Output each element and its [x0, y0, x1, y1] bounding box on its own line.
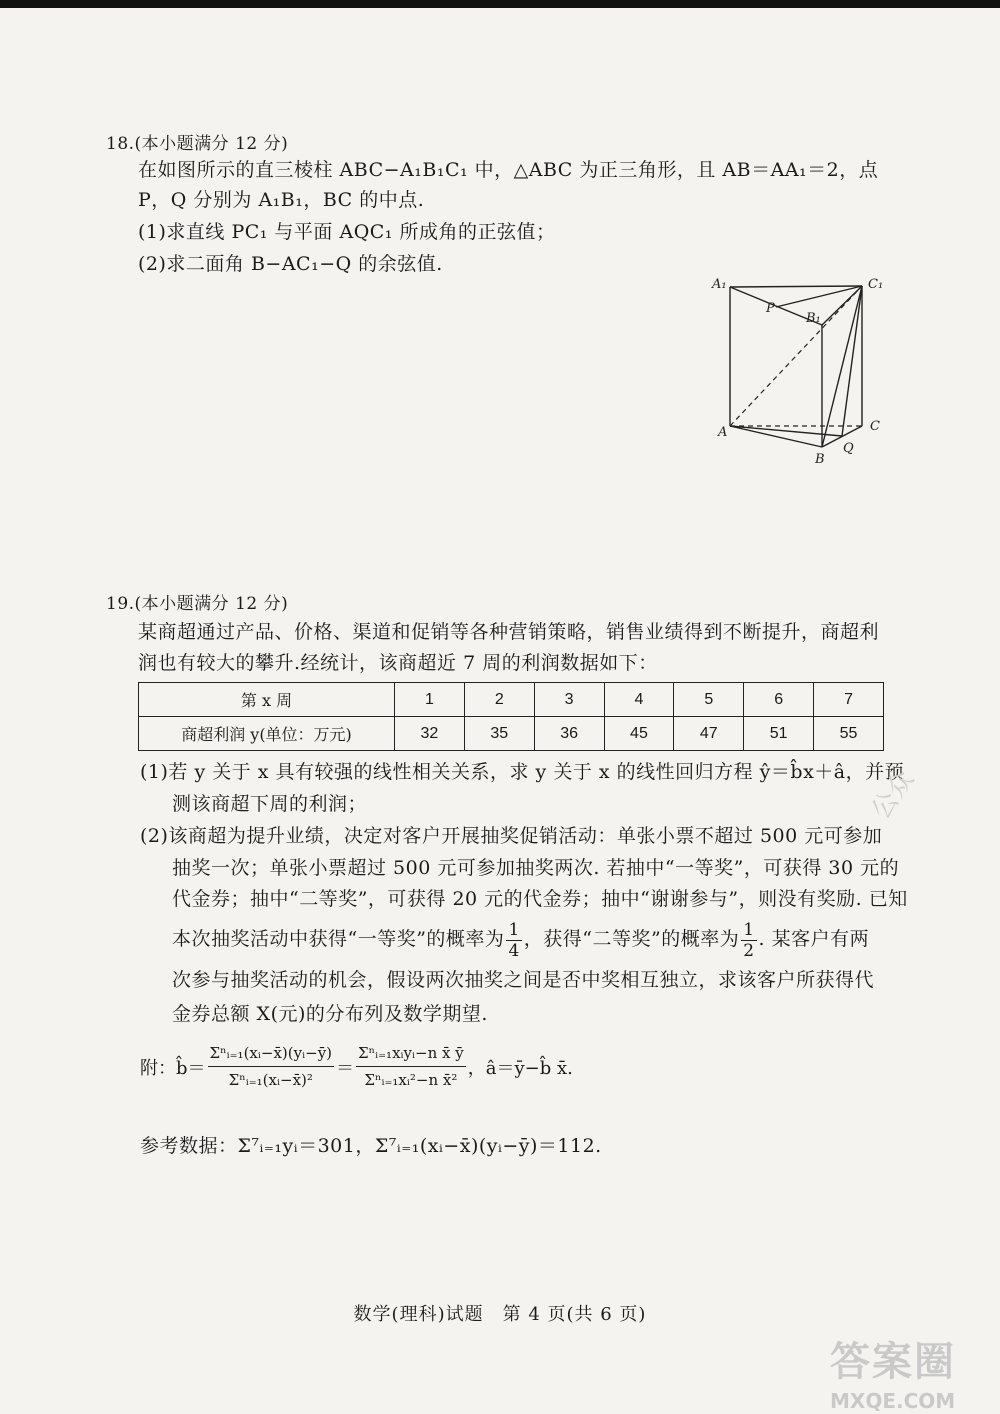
table-cell: 35	[464, 717, 534, 751]
label-A: A	[718, 425, 728, 440]
table-cell: 45	[604, 717, 674, 751]
q19-part2-line4	[172, 919, 869, 961]
table-cell: 32	[395, 717, 465, 751]
formula-numerator-1: Σⁿᵢ₌₁(xᵢ−x̄)(yᵢ−ȳ)	[208, 1040, 335, 1067]
q18-stem-line1: 在如图所示的直三棱柱 ABC−A₁B₁C₁ 中，△ABC 为正三角形，且 AB＝AA₁＝2，点	[138, 159, 879, 181]
q19-part2-line5: 次参与抽奖活动的机会，假设两次抽奖之间是否中奖相互独立，求该客户所获得代	[172, 969, 875, 991]
formula-denominator-2: Σⁿᵢ₌₁xᵢ²−n x̄²	[364, 1071, 458, 1089]
prism-figure	[700, 270, 900, 470]
table-row-header-profit: 商超利润 y(单位：万元)	[139, 717, 395, 751]
reference-data: 参考数据：Σ⁷ᵢ₌₁yᵢ＝301，Σ⁷ᵢ₌₁(xᵢ−x̄)(yᵢ−ȳ)＝112.	[140, 1135, 602, 1157]
table-cell: 2	[464, 683, 534, 717]
q19-part2-line4-c: . 某客户有两	[758, 928, 870, 950]
q19-intro-line2: 润也有较大的攀升.经统计，该商超近 7 周的利润数据如下：	[138, 652, 658, 674]
appendix-formula: 附：b̂＝ $\frac{\text{Σⁿᵢ₌₁(xᵢ−x̄)(yᵢ−ȳ)}}{\text{Σⁿᵢ₌₁(xᵢ−x̄)²}}$ ＝ $\frac{\text{Σⁿᵢ₌₁xᵢyᵢ−n x̄ ȳ}}{\text{Σⁿᵢ₌₁xᵢ²−n x̄²}}$ ，â＝ȳ−b̂ x̄.	[140, 1040, 573, 1093]
q19-intro-line1: 某商超通过产品、价格、渠道和促销等各种营销策略，销售业绩得到不断提升，商超利	[138, 621, 880, 643]
q19-part2-line4-b: ，获得“二等奖”的概率为	[523, 928, 740, 950]
label-C1: C₁	[868, 277, 884, 292]
q19-part1-line2: 测该商超下周的利润；	[172, 793, 368, 815]
q18-heading: 18.(本小题满分 12 分)	[106, 134, 289, 154]
label-B1: B₁	[806, 311, 821, 326]
watermark-logo-text: 答案圈	[830, 1339, 956, 1385]
side-watermark: 公众	[865, 765, 921, 825]
fraction-denominator: 4	[508, 940, 520, 961]
table-cell: 36	[534, 717, 604, 751]
fraction-numerator: 1	[508, 919, 520, 940]
label-A1: A₁	[712, 277, 727, 292]
top-border	[0, 0, 1000, 8]
table-cell: 7	[814, 683, 884, 717]
formula-fraction-1	[208, 1040, 335, 1093]
label-Q: Q	[843, 441, 854, 456]
table-cell: 3	[534, 683, 604, 717]
q19-part2-line6: 金券总额 X(元)的分布列及数学期望.	[172, 1003, 488, 1025]
appendix-label: 附：b̂＝	[140, 1057, 206, 1079]
formula-fraction-2	[356, 1040, 466, 1093]
page-footer: 数学(理科)试题 第 4 页(共 6 页)	[353, 1304, 647, 1325]
fraction-one-half	[741, 920, 756, 961]
table-row	[139, 683, 884, 717]
q19-heading: 19.(本小题满分 12 分)	[106, 594, 289, 614]
table-cell: 51	[744, 717, 814, 751]
table-cell: 5	[674, 683, 744, 717]
q19-part2-line3: 代金券；抽中“二等奖”，可获得 20 元的代金券；抽中“谢谢参与”，则没有奖励. 已知	[172, 888, 908, 910]
q18-part1: (1)求直线 PC₁ 与平面 AQC₁ 所成角的正弦值；	[138, 221, 556, 243]
q18-part2: (2)求二面角 B−AC₁−Q 的余弦值.	[138, 253, 443, 275]
fraction-one-quarter	[506, 920, 521, 961]
q19-part2-line1: (2)该商超为提升业绩，决定对客户开展抽奖促销活动：单张小票不超过 500 元可参加	[140, 825, 883, 847]
q18-stem-line2: P，Q 分别为 A₁B₁，BC 的中点.	[138, 189, 425, 211]
label-C: C	[870, 419, 880, 434]
fraction-denominator: 2	[743, 940, 755, 961]
watermark-url: MXQE.COM	[830, 1389, 956, 1413]
table-cell: 4	[604, 683, 674, 717]
table-cell: 6	[744, 683, 814, 717]
table-cell: 55	[814, 717, 884, 751]
table-row-header-week: 第 x 周	[139, 683, 395, 717]
formula-numerator-2: Σⁿᵢ₌₁xᵢyᵢ−n x̄ ȳ	[356, 1040, 466, 1067]
formula-denominator-1: Σⁿᵢ₌₁(xᵢ−x̄)²	[228, 1071, 313, 1089]
label-B: B	[815, 452, 825, 467]
label-P: P	[766, 301, 775, 316]
table-cell: 47	[674, 717, 744, 751]
appendix-tail: ，â＝ȳ−b̂ x̄.	[467, 1057, 573, 1079]
table-row	[139, 717, 884, 751]
q19-part2-line2: 抽奖一次；单张小票超过 500 元可参加抽奖两次. 若抽中“一等奖”，可获得 30 元的	[172, 857, 900, 879]
q19-part2-line4-a: 本次抽奖活动中获得“一等奖”的概率为	[172, 928, 505, 950]
q19-part1-line1: (1)若 y 关于 x 具有较强的线性相关关系，求 y 关于 x 的线性回归方程 ŷ＝b̂x＋â，并预	[140, 761, 905, 783]
table-cell: 1	[395, 683, 465, 717]
fraction-numerator: 1	[743, 919, 755, 940]
profit-table	[138, 682, 884, 751]
site-watermark	[830, 1330, 990, 1413]
